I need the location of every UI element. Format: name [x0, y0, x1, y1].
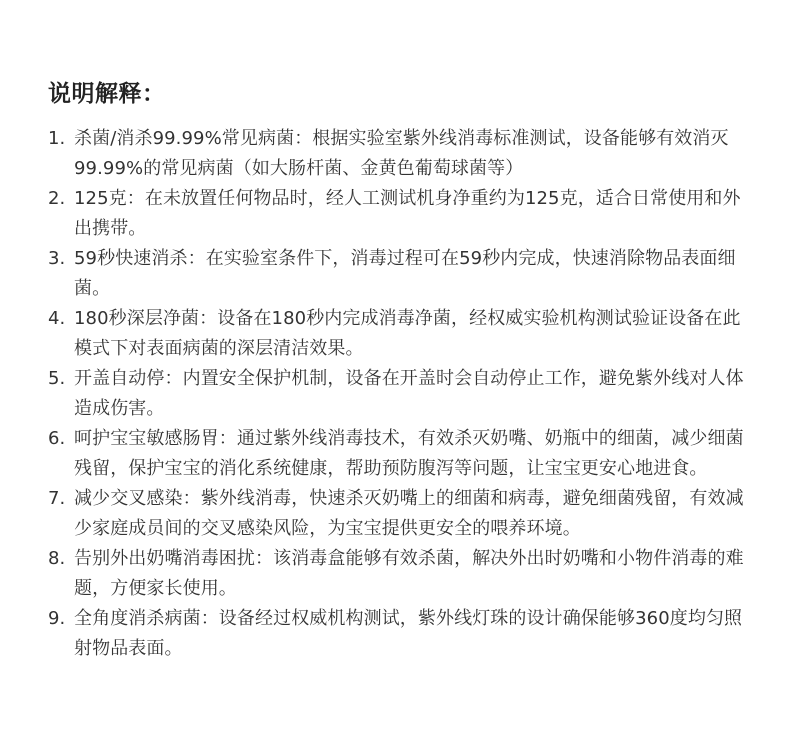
item-number: 4. — [48, 308, 66, 329]
item-number: 2. — [48, 188, 66, 209]
item-number: 7. — [48, 488, 66, 509]
list-item — [48, 124, 750, 184]
list-item — [48, 424, 750, 484]
list-item — [48, 184, 750, 244]
list-item — [48, 304, 750, 364]
item-text: 180秒深层净菌：设备在180秒内完成消毒净菌，经权威实验机构测试验证设备在此模式下对表面病菌的深层清洁效果。 — [74, 308, 741, 359]
list-item — [48, 604, 750, 664]
explanation-list — [48, 124, 750, 664]
item-number: 6. — [48, 428, 66, 449]
list-item — [48, 544, 750, 604]
list-item — [48, 364, 750, 424]
item-number: 1. — [48, 128, 66, 149]
item-number: 8. — [48, 548, 66, 569]
item-text: 全角度消杀病菌：设备经过权威机构测试，紫外线灯珠的设计确保能够360度均匀照射物品表面。 — [74, 608, 743, 659]
item-number: 9. — [48, 608, 66, 629]
list-item — [48, 244, 750, 304]
item-text: 告别外出奶嘴消毒困扰：该消毒盒能够有效杀菌，解决外出时奶嘴和小物件消毒的难题，方便家长使用。 — [74, 548, 744, 599]
item-number: 3. — [48, 248, 66, 269]
item-text: 杀菌/消杀99.99%常见病菌：根据实验室紫外线消毒标准测试，设备能够有效消灭99.99%的常见病菌（如大肠杆菌、金黄色葡萄球菌等） — [74, 128, 729, 179]
item-text: 减少交叉感染：紫外线消毒，快速杀灭奶嘴上的细菌和病毒，避免细菌残留，有效减少家庭成员间的交叉感染风险，为宝宝提供更安全的喂养环境。 — [74, 488, 744, 539]
item-text: 59秒快速消杀：在实验室条件下，消毒过程可在59秒内完成，快速消除物品表面细菌。 — [74, 248, 736, 299]
item-text: 125克：在未放置任何物品时，经人工测试机身净重约为125克，适合日常使用和外出携带。 — [74, 188, 741, 239]
page-title: 说明解释： — [48, 81, 166, 107]
item-number: 5. — [48, 368, 66, 389]
list-item — [48, 484, 750, 544]
item-text: 呵护宝宝敏感肠胃：通过紫外线消毒技术，有效杀灭奶嘴、奶瓶中的细菌，减少细菌残留，保护宝宝的消化系统健康，帮助预防腹泻等问题，让宝宝更安心地进食。 — [74, 428, 744, 479]
item-text: 开盖自动停：内置安全保护机制，设备在开盖时会自动停止工作，避免紫外线对人体造成伤害。 — [74, 368, 744, 419]
